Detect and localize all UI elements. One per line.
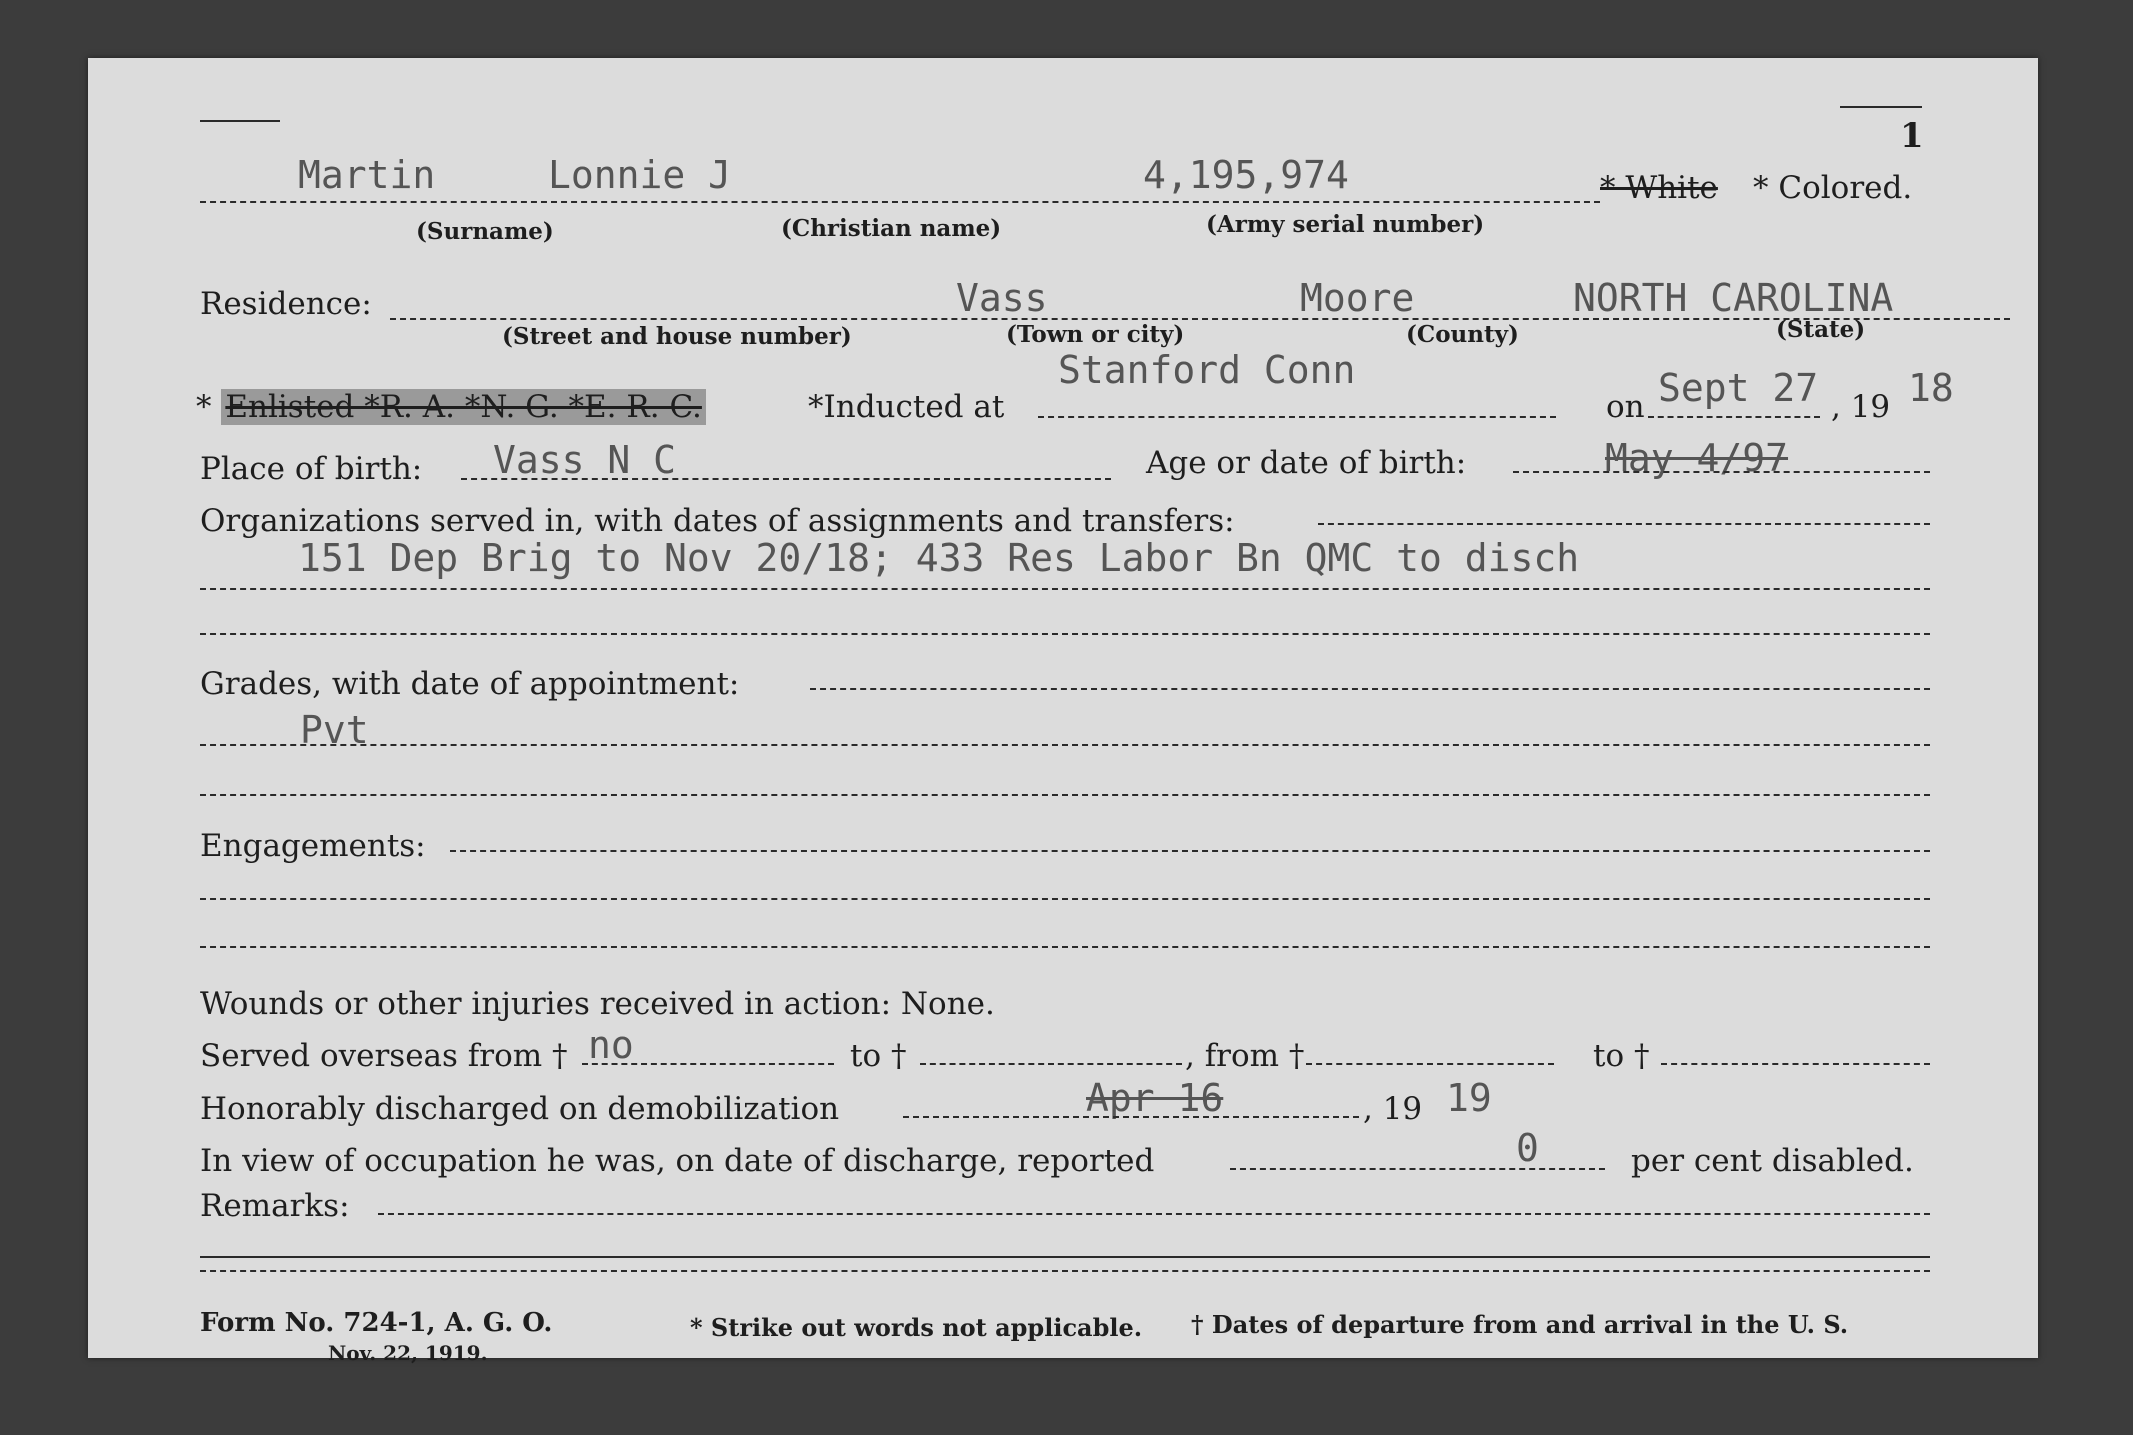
age-label: Age or date of birth: xyxy=(1146,445,1467,481)
discharge-year-prefix: , 19 xyxy=(1363,1091,1423,1127)
town-caption: (Town or city) xyxy=(1006,321,1185,348)
grades-line-2 xyxy=(200,794,1930,796)
county-caption: (County) xyxy=(1406,321,1519,348)
name-line xyxy=(200,201,1600,203)
colored-option: * Colored. xyxy=(1753,170,1913,206)
grades-entry: Pvt xyxy=(300,708,369,752)
discharge-year-value: 19 xyxy=(1446,1076,1492,1120)
county-value: Moore xyxy=(1300,276,1415,320)
engagements-line-1 xyxy=(200,898,1930,900)
christian-name-caption: (Christian name) xyxy=(781,215,1002,242)
induction-on-label: on xyxy=(1606,389,1645,425)
induction-year-value: 18 xyxy=(1908,366,1954,410)
place-of-birth-label: Place of birth: xyxy=(200,451,423,487)
served-overseas-label: Served overseas from † xyxy=(200,1038,568,1074)
form-number: Form No. 724-1, A. G. O. xyxy=(200,1308,553,1338)
overseas-from2-line xyxy=(1306,1063,1554,1065)
overseas-to-label: to † xyxy=(850,1038,907,1074)
remarks-line-3 xyxy=(200,1270,1930,1272)
disability-label: In view of occupation he was, on date of discharge, reported xyxy=(200,1143,1155,1179)
christian-name-value: Lonnie J xyxy=(548,153,732,197)
overseas-to2-label: to † xyxy=(1593,1038,1650,1074)
remarks-line-2 xyxy=(200,1256,1930,1258)
surname-value: Martin xyxy=(298,153,436,197)
enlistment-type-options: * Enlisted *R. A. *N. G. *E. R. C. xyxy=(196,389,706,425)
overseas-from2-label: , from † xyxy=(1185,1038,1305,1074)
dates-note: † Dates of departure from and arrival in the U. S. xyxy=(1191,1310,1849,1339)
grades-label-line xyxy=(810,688,1930,690)
overseas-to-line xyxy=(920,1063,1182,1065)
town-value: Vass xyxy=(956,276,1048,320)
serial-number-caption: (Army serial number) xyxy=(1206,211,1485,238)
top-right-rule xyxy=(1840,106,1922,108)
induction-year-prefix: , 19 xyxy=(1831,389,1891,425)
induction-date-value: Sept 27 xyxy=(1658,366,1819,410)
induction-date-line xyxy=(1648,416,1820,418)
disability-line xyxy=(1230,1168,1605,1170)
wounds-label: Wounds or other injuries received in action: None. xyxy=(200,986,995,1022)
residence-line xyxy=(390,318,2010,320)
inducted-at-label: *Inducted at xyxy=(808,389,1005,425)
organizations-line-1 xyxy=(200,588,1930,590)
strike-note: * Strike out words not applicable. xyxy=(690,1313,1143,1342)
serial-number-value: 4,195,974 xyxy=(1143,153,1349,197)
place-of-birth-line xyxy=(461,478,1111,480)
street-caption: (Street and house number) xyxy=(502,323,852,350)
state-value: NORTH CAROLINA xyxy=(1573,276,1894,320)
remarks-line-1 xyxy=(378,1213,1930,1215)
discharge-label: Honorably discharged on demobilization xyxy=(200,1091,840,1127)
page-number: 1 xyxy=(1900,116,1924,156)
engagements-label: Engagements: xyxy=(200,828,426,864)
surname-caption: (Surname) xyxy=(416,218,554,245)
date-of-birth-value: May 4/97 xyxy=(1605,436,1789,480)
white-option: * White xyxy=(1600,170,1718,206)
state-caption: (State) xyxy=(1776,316,1866,343)
organizations-entry: 151 Dep Brig to Nov 20/18; 433 Res Labor Bn QMC to disch xyxy=(298,536,1580,580)
service-record-card xyxy=(88,58,2038,1365)
induction-place-value: Stanford Conn xyxy=(1058,348,1356,392)
served-overseas-from-value: no xyxy=(588,1023,634,1067)
remarks-label: Remarks: xyxy=(200,1188,350,1224)
form-date: Nov. 22, 1919. xyxy=(328,1341,488,1365)
grades-label: Grades, with date of appointment: xyxy=(200,666,740,702)
engagements-label-line xyxy=(450,850,1930,852)
induction-place-line xyxy=(1038,416,1556,418)
discharge-date-line xyxy=(903,1116,1359,1118)
date-of-birth-line xyxy=(1513,471,1930,473)
top-left-rule xyxy=(200,120,280,122)
disability-suffix: per cent disabled. xyxy=(1631,1143,1914,1179)
overseas-to2-line xyxy=(1661,1063,1930,1065)
engagements-line-2 xyxy=(200,946,1930,948)
disability-value: 0 xyxy=(1516,1126,1539,1170)
grades-line-1 xyxy=(200,744,1930,746)
discharge-date-value: Apr 16 xyxy=(1086,1076,1224,1120)
residence-label: Residence: xyxy=(200,286,372,322)
organizations-label-line xyxy=(1318,523,1930,525)
overseas-from-line xyxy=(582,1063,834,1065)
place-of-birth-value: Vass N C xyxy=(493,438,677,482)
organizations-label: Organizations served in, with dates of assignments and transfers: xyxy=(200,503,1235,539)
organizations-line-2 xyxy=(200,633,1930,635)
